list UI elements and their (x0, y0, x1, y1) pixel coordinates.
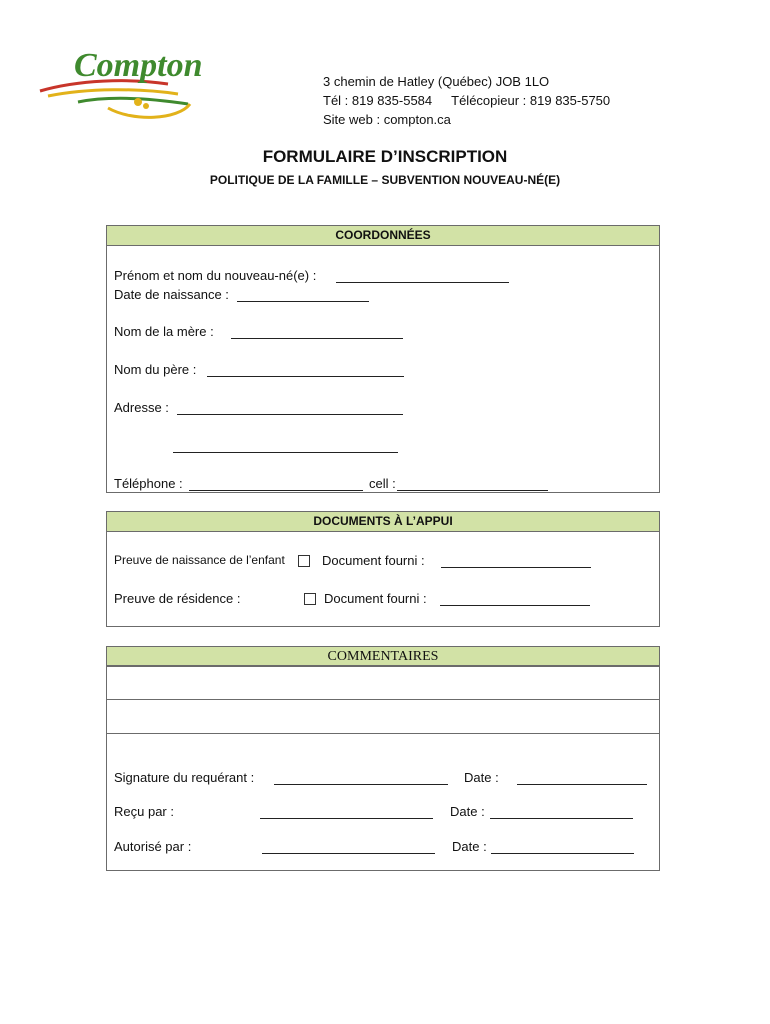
birth-proof-checkbox[interactable] (298, 555, 310, 567)
date-label-1: Date : (464, 770, 499, 785)
fax-text: Télécopieur : 819 835-5750 (451, 93, 611, 108)
provided-label-2: Document fourni : (324, 591, 427, 606)
date-label-2: Date : (450, 804, 485, 819)
residence-proof-checkbox[interactable] (304, 593, 316, 605)
address-field-1[interactable] (177, 414, 403, 415)
date-field-1[interactable] (517, 784, 647, 785)
mother-label: Nom de la mère : (114, 324, 214, 339)
authorized-by-label: Autorisé par : (114, 839, 192, 854)
residence-proof-label: Preuve de résidence : (114, 591, 241, 606)
coordonnees-section (106, 225, 660, 493)
documents-section (106, 511, 660, 627)
cell-field[interactable] (397, 490, 548, 491)
mother-field[interactable] (231, 338, 403, 339)
birth-proof-label: Preuve de naissance de l’enfant (114, 553, 285, 567)
signature-field[interactable] (274, 784, 448, 785)
documents-heading: DOCUMENTS À L’APPUI (107, 512, 659, 532)
father-label: Nom du père : (114, 362, 197, 377)
father-field[interactable] (207, 376, 404, 377)
logo-text: Compton (74, 47, 203, 84)
commentaires-heading: COMMENTAIRES (107, 647, 659, 667)
website-text: Site web : compton.ca (323, 112, 451, 127)
address-label: Adresse : (114, 400, 169, 415)
contact-block (323, 72, 610, 129)
provided-field-2[interactable] (440, 605, 590, 606)
comment-row-1[interactable] (107, 666, 659, 699)
phone-label: Téléphone : (114, 476, 183, 491)
authorized-by-field[interactable] (262, 853, 435, 854)
address-text: 3 chemin de Hatley (Québec) JOB 1LO (323, 74, 550, 89)
address-field-2[interactable] (173, 452, 398, 453)
birth-date-label: Date de naissance : (114, 287, 229, 302)
provided-field-1[interactable] (441, 567, 591, 568)
phone-field[interactable] (189, 490, 363, 491)
commentaires-section (106, 646, 660, 871)
provided-label-1: Document fourni : (322, 553, 425, 568)
form-subtitle: POLITIQUE DE LA FAMILLE – SUBVENTION NOUVEAU-NÉ(E) (209, 173, 561, 187)
date-label-3: Date : (452, 839, 487, 854)
coordonnees-heading: COORDONNÉES (107, 226, 659, 246)
birth-date-field[interactable] (237, 301, 369, 302)
compton-logo (38, 36, 206, 122)
baby-name-field[interactable] (336, 282, 509, 283)
date-field-2[interactable] (490, 818, 633, 819)
phone-text: Tél : 819 835-5584 (323, 93, 433, 108)
signature-label: Signature du requérant : (114, 770, 255, 785)
baby-name-label: Prénom et nom du nouveau-né(e) : (114, 268, 317, 283)
form-title: FORMULAIRE D’INSCRIPTION (262, 147, 508, 166)
cell-label: cell : (369, 476, 396, 491)
comment-row-2[interactable] (107, 700, 659, 733)
date-field-3[interactable] (491, 853, 634, 854)
received-by-label: Reçu par : (114, 804, 174, 819)
received-by-field[interactable] (260, 818, 433, 819)
